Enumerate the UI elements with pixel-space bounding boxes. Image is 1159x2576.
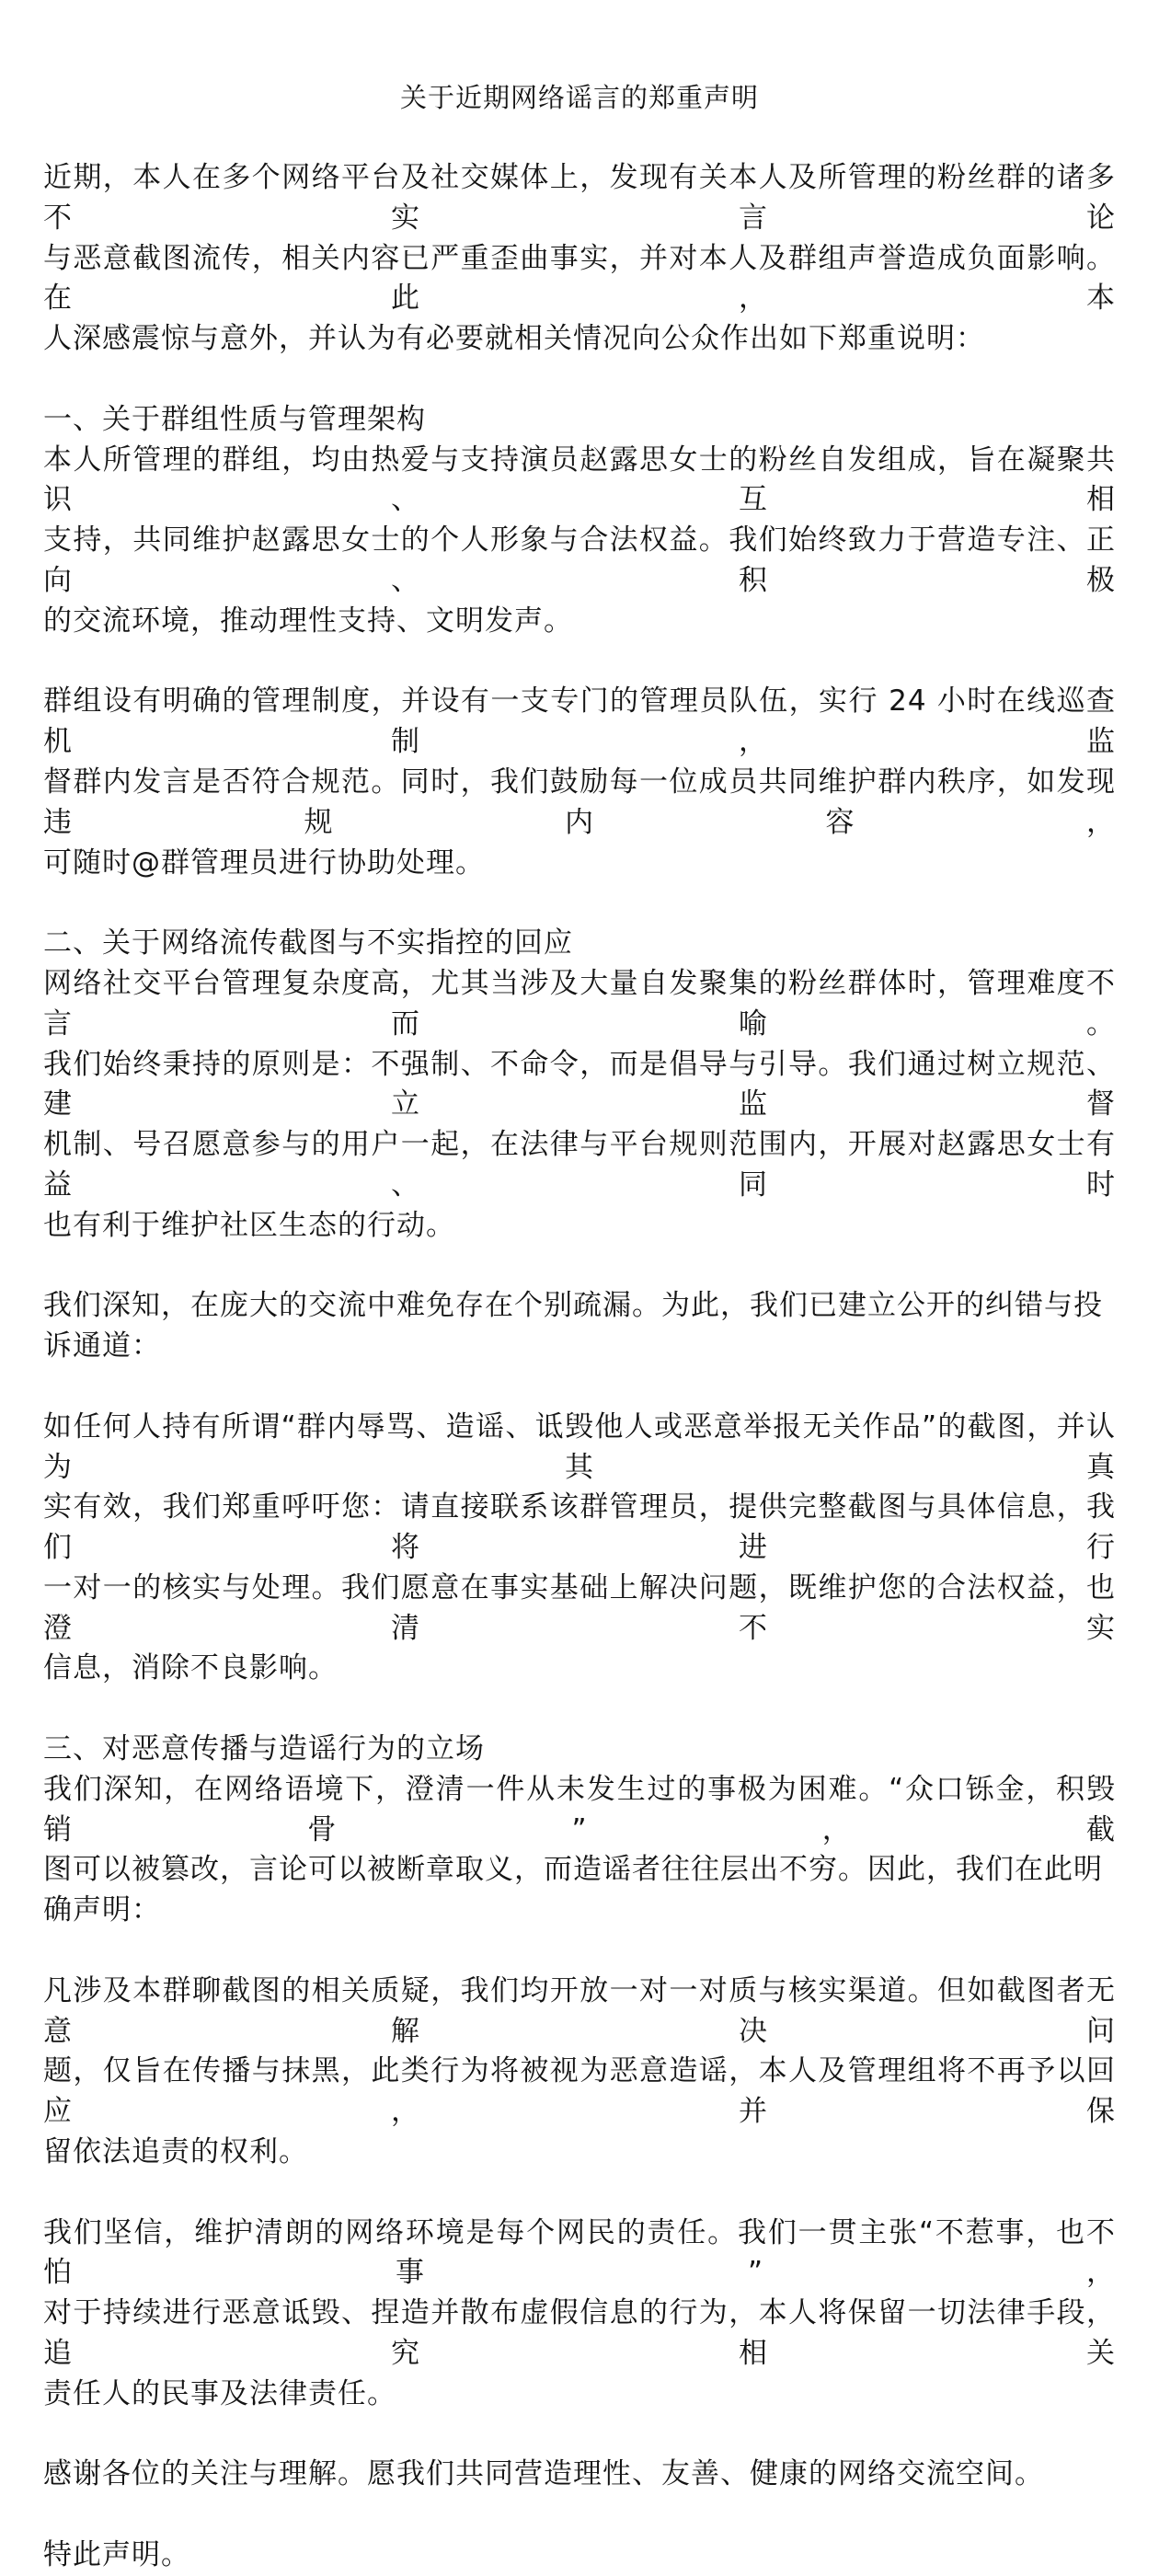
paragraph-gap [43, 1689, 1116, 1730]
paragraph-gap [43, 2415, 1116, 2455]
text-line: 对于持续进行恶意诋毁、捏造并散布虚假信息的行为，本人将保留一切法律手段，追究相关 [43, 2296, 1116, 2371]
text-line: 凡涉及本群聊截图的相关质疑，我们均开放一对一对质与核实渠道。但如截图者无意解决问 [43, 1973, 1116, 2048]
text-line: 如任何人持有所谓“群内辱骂、造谣、诋毁他人或恶意举报无关作品”的截图，并认为其真 [43, 1409, 1116, 1484]
section-heading [43, 400, 1116, 441]
text-line: 我们深知，在网络语境下，澄清一件从未发生过的事极为困难。“众口铄金，积毁销骨”，截 [43, 1772, 1116, 1846]
text-line: 二、关于网络流传截图与不实指控的回应 [43, 926, 573, 960]
text-line: 责任人的民事及法律责任。 [43, 2376, 396, 2410]
text-line: 本人所管理的群组，均由热爱与支持演员赵露思女士的粉丝自发组成，旨在凝聚共识、互相 [43, 443, 1116, 517]
text-line: 三、对恶意传播与造谣行为的立场 [43, 1732, 485, 1766]
text-line: 一、关于群组性质与管理架构 [43, 402, 426, 436]
text-line: 人深感震惊与意外，并认为有必要就相关情况向公众作出如下郑重说明： [43, 322, 985, 356]
paragraph-gap [43, 2495, 1116, 2536]
text-line: 我们深知，在庞大的交流中难免存在个别疏漏。为此，我们已建立公开的纠错与投诉通道： [43, 1289, 1103, 1363]
paragraph-gap [43, 883, 1116, 924]
text-line: 留依法追责的权利。 [43, 2135, 308, 2169]
text-line: 的交流环境，推动理性支持、文明发声。 [43, 604, 573, 638]
paragraph-gap [43, 1367, 1116, 1408]
paragraph [43, 1408, 1116, 1690]
text-line: 支持，共同维护赵露思女士的个人形象与合法权益。我们始终致力于营造专注、正向、积极 [43, 523, 1116, 597]
section-heading [43, 924, 1116, 964]
paragraph-gap [43, 2173, 1116, 2214]
text-line: 感谢各位的关注与理解。愿我们共同营造理性、友善、健康的网络交流空间。 [43, 2457, 1044, 2491]
text-line: 群组设有明确的管理制度，并设有一支专门的管理员队伍，实行 24 小时在线巡查机制，监 [43, 684, 1116, 759]
paragraph [43, 1770, 1116, 1931]
section-heading [43, 1730, 1116, 1770]
text-line: 也有利于维护社区生态的行动。 [43, 1208, 455, 1242]
paragraph [43, 2536, 1116, 2576]
text-line: 我们坚信，维护清朗的网络环境是每个网民的责任。我们一贯主张“不惹事，也不怕事”， [43, 2215, 1116, 2290]
text-line: 近期，本人在多个网络平台及社交媒体上，发现有关本人及所管理的粉丝群的诸多不实言论 [43, 161, 1116, 235]
text-line: 机制、号召愿意参与的用户一起，在法律与平台规则范围内，开展对赵露思女士有益、同时 [43, 1128, 1116, 1202]
text-line: 题，仅旨在传播与抹黑，此类行为将被视为恶意造谣，本人及管理组将不再予以回应，并保 [43, 2054, 1116, 2129]
text-line: 我们始终秉持的原则是：不强制、不命令，而是倡导与引导。我们通过树立规范、建立监督 [43, 1047, 1116, 1121]
text-line: 督群内发言是否符合规范。同时，我们鼓励每一位成员共同维护群内秩序，如发现违规内容， [43, 765, 1116, 839]
text-line: 信息，消除不良影响。 [43, 1651, 338, 1685]
text-line: 实有效，我们郑重呼吁您：请直接联系该群管理员，提供完整截图与具体信息，我们将进行 [43, 1490, 1116, 1565]
text-line: 可随时@群管理员进行协助处理。 [43, 845, 485, 880]
statement-body [43, 158, 1116, 2576]
paragraph [43, 682, 1116, 883]
paragraph [43, 964, 1116, 1247]
text-line: 一对一的核实与处理。我们愿意在事实基础上解决问题，既维护您的合法权益，也澄清不实 [43, 1570, 1116, 1645]
document-title: 关于近期网络谣言的郑重声明 [399, 82, 759, 113]
text-line: 图可以被篡改，言论可以被断章取义，而造谣者往往层出不穷。因此，我们在此明确声明： [43, 1853, 1103, 1927]
paragraph [43, 2455, 1116, 2495]
paragraph [43, 158, 1116, 360]
paragraph-gap [43, 1931, 1116, 1972]
paragraph [43, 2214, 1116, 2415]
text-line: 网络社交平台管理复杂度高，尤其当涉及大量自发聚集的粉丝群体时，管理难度不言而喻。 [43, 966, 1116, 1041]
paragraph [43, 1286, 1116, 1367]
paragraph-gap [43, 1247, 1116, 1287]
paragraph-gap [43, 360, 1116, 400]
text-line: 与恶意截图流传，相关内容已严重歪曲事实，并对本人及群组声誉造成负面影响。在此，本 [43, 241, 1116, 316]
paragraph [43, 441, 1116, 642]
text-line: 特此声明。 [43, 2538, 190, 2572]
paragraph-gap [43, 642, 1116, 683]
paragraph [43, 1972, 1116, 2173]
